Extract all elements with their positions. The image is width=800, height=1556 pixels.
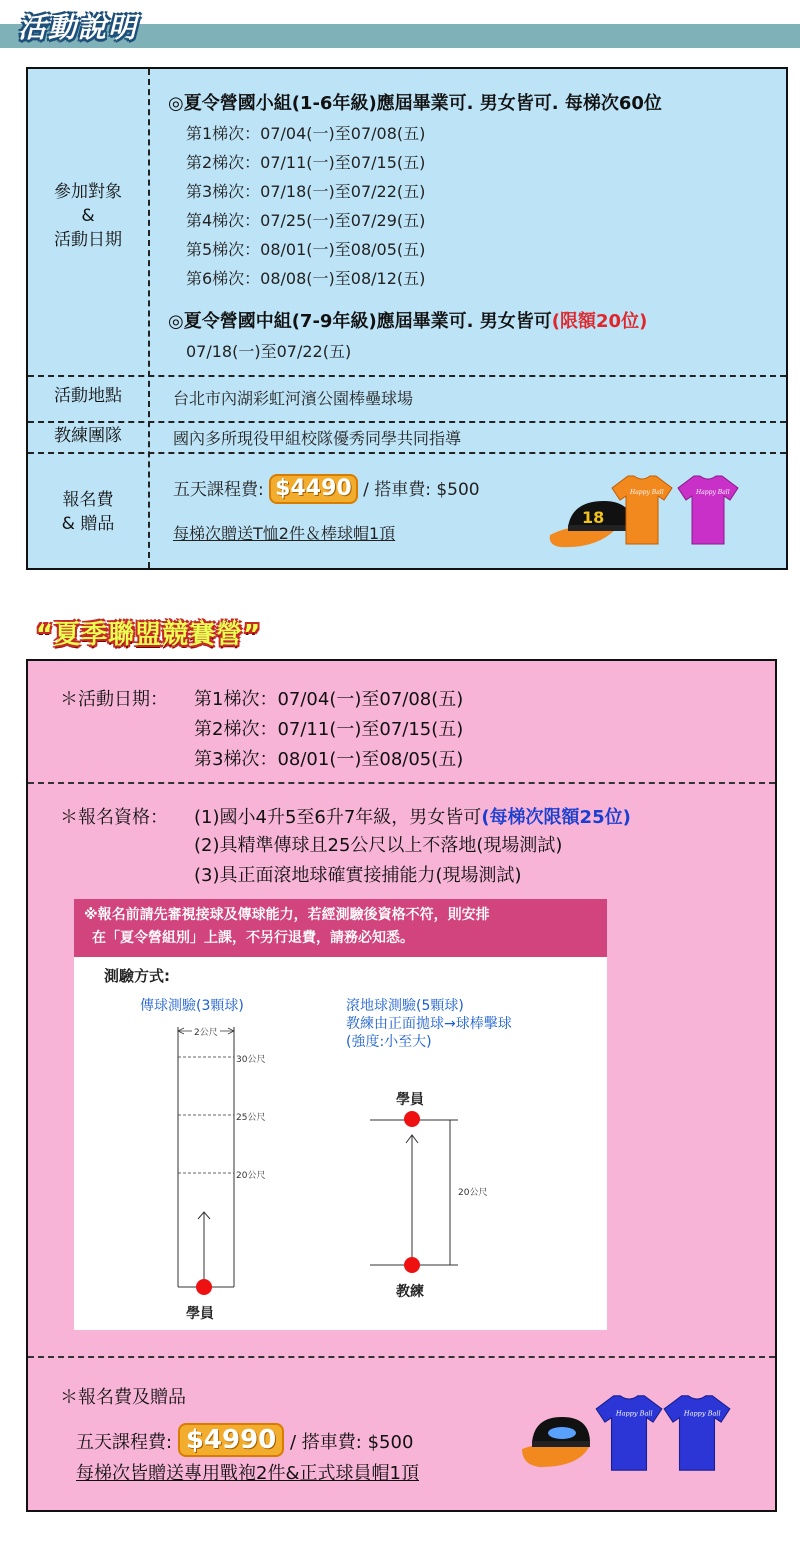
schedule-item: 第3梯次：07/18(一)至07/22(五): [186, 182, 426, 201]
label-gift: & 贈品: [61, 514, 115, 534]
row-divider: [28, 375, 786, 377]
section-title-activity: 活動說明: [18, 11, 139, 44]
cap-logo: 18: [582, 508, 605, 527]
fee-line: [173, 474, 480, 504]
row-divider: [28, 452, 786, 454]
label-and: &: [81, 206, 95, 226]
ground-test-title: 滾地球測驗(5顆球): [346, 998, 464, 1014]
eligibility-item: [194, 803, 631, 829]
schedule-item: 第4梯次：07/25(一)至07/29(五): [186, 211, 426, 230]
test-heading: 測驗方式:: [104, 967, 170, 985]
notice-line: ※報名前請先審視接球及傳球能力，若經測驗後資格不符，則安排: [84, 907, 490, 923]
shirt-logo: Happy Ball: [683, 1409, 721, 1418]
distance-mark: 30公尺: [236, 1055, 266, 1065]
row-divider: [28, 421, 786, 423]
dates-label: ＊活動日期：: [60, 689, 168, 710]
gift-text: 每梯次贈送T恤2件＆棒球帽1頂: [173, 524, 396, 543]
schedule-item: 第5梯次：08/01(一)至08/05(五): [186, 240, 426, 259]
coach-text: 國內多所現役甲組校隊優秀同學共同指導: [173, 429, 462, 448]
orange-shirt-image: [610, 474, 674, 546]
activity-info-table: [26, 67, 788, 570]
magenta-shirt-image: [676, 474, 740, 546]
test-method-panel: [74, 957, 607, 1330]
label-coach: 教練團隊: [54, 426, 122, 446]
date-item: 第3梯次：08/01(一)至08/05(五): [194, 749, 464, 770]
eligibility-item: (2)具精準傳球且25公尺以上不落地(現場測試): [194, 835, 563, 856]
notice-line: 在「夏令營組別」上課，不另行退費，請務必知悉。: [92, 930, 414, 946]
eligibility-item1-text: (1)國小4升5至6升7年級，男女皆可: [194, 807, 482, 828]
label-fee: 報名費: [62, 490, 114, 510]
label-location: 活動地點: [54, 386, 122, 406]
label-target: 參加對象: [54, 182, 122, 202]
league-info-box: [26, 659, 777, 1512]
date-item: 第1梯次：07/04(一)至07/08(五): [194, 689, 464, 710]
eligibility-item: (3)具正面滾地球確實接捕能力(現場測試): [194, 865, 522, 886]
throw-student-label: 學員: [186, 1306, 214, 1322]
distance-mark: 25公尺: [236, 1113, 266, 1123]
junior-date: 07/18(一)至07/22(五): [186, 342, 352, 361]
shirt-logo: Happy Ball: [615, 1409, 653, 1418]
eligibility-limit: (每梯次限額25位): [481, 807, 631, 828]
distance-mark: 20公尺: [236, 1171, 266, 1181]
fee-prefix: 五天課程費:: [76, 1432, 173, 1453]
column-divider: [148, 69, 150, 568]
price-badge: $4490: [269, 474, 358, 504]
elementary-heading: ◎夏令營國小組(1-6年級)應屆畢業可. 男女皆可. 每梯次60位: [168, 93, 662, 114]
location-text: 台北市內湖彩虹河濱公園棒壘球場: [173, 389, 414, 408]
width-label: 2公尺: [192, 1025, 220, 1038]
throw-test-title: 傳球測驗(3顆球): [140, 998, 244, 1014]
shirt-logo: Happy Ball: [696, 489, 730, 496]
schedule-item: 第6梯次：08/08(一)至08/12(五): [186, 269, 426, 288]
schedule-item: 第1梯次：07/04(一)至07/08(五): [186, 124, 426, 143]
fee-prefix: 五天課程費:: [173, 480, 264, 500]
shirt-logo: Happy Ball: [630, 489, 664, 496]
eligibility-label: ＊報名資格：: [60, 807, 168, 828]
fee-label: ＊報名費及贈品: [60, 1387, 186, 1408]
fee-suffix: / 搭車費: $500: [290, 1432, 414, 1453]
row-divider: [28, 1356, 775, 1358]
fee-line: [76, 1423, 413, 1457]
junior-heading-text: ◎夏令營國中組(7-9年級)應屆畢業可. 男女皆可: [168, 311, 552, 332]
fee-suffix: / 搭車費: $500: [363, 480, 480, 500]
schedule-item: 第2梯次：07/11(一)至07/15(五): [186, 153, 426, 172]
notice-banner: [74, 899, 607, 957]
section-title-league: “夏季聯盟競賽營”: [36, 620, 262, 650]
row-divider: [28, 782, 775, 784]
ground-coach-label: 教練: [396, 1284, 424, 1300]
ground-test-desc: 教練由正面拋球→球棒擊球: [346, 1016, 512, 1032]
blue-shirt-image: [594, 1393, 664, 1473]
label-dates: 活動日期: [54, 230, 122, 250]
price-badge: $4990: [178, 1423, 284, 1457]
ground-student-label: 學員: [396, 1092, 424, 1108]
blue-shirt-image: [662, 1393, 732, 1473]
junior-limit: (限額20位): [551, 311, 648, 332]
gift-text: 每梯次皆贈送專用戰袍2件&正式球員帽1頂: [76, 1463, 419, 1484]
ground-distance: 20公尺: [458, 1188, 488, 1198]
test-diagram: [74, 957, 607, 1330]
ground-test-strength: (強度:小至大): [346, 1034, 432, 1050]
date-item: 第2梯次：07/11(一)至07/15(五): [194, 719, 464, 740]
blue-cap-image: [520, 1413, 600, 1473]
junior-heading: [168, 307, 647, 333]
